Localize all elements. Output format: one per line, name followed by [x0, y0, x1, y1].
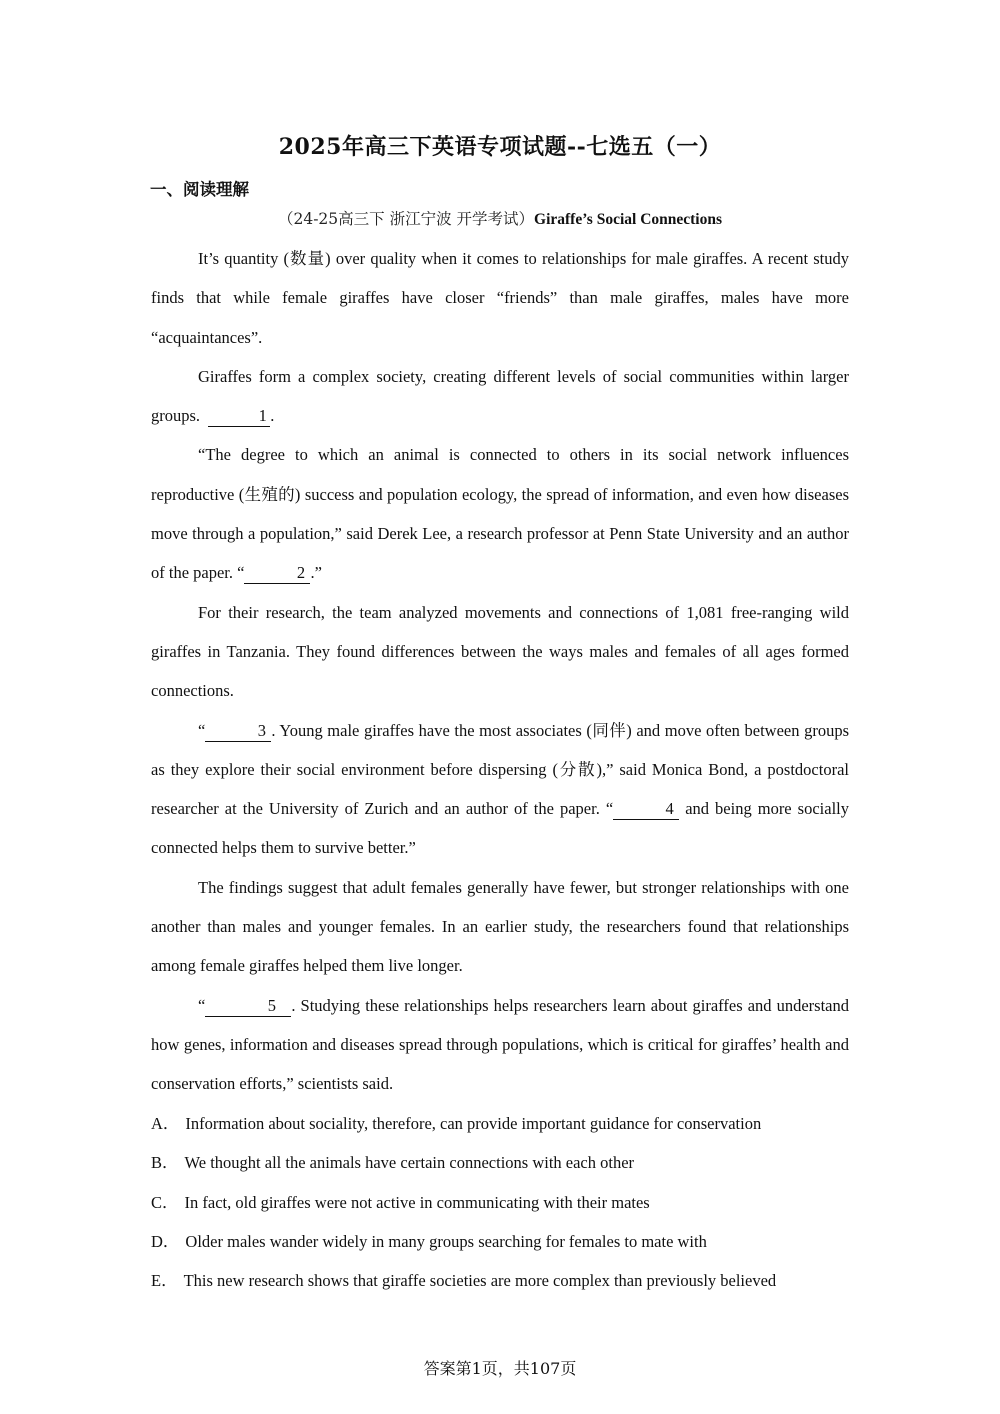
article-title: Giraffe’s Social Connections [534, 211, 723, 228]
option-b [151, 1143, 871, 1182]
paragraph-7 [151, 986, 849, 1104]
option-c [151, 1183, 871, 1222]
blank-4: 4 [613, 799, 679, 820]
option-text: Information about sociality, therefore, can provide important guidance for conservation [185, 1114, 762, 1133]
option-letter: D． [151, 1231, 180, 1251]
section-heading: 一、阅读理解 [150, 180, 249, 199]
option-text: In fact, old giraffes were not active in communicating with their mates [184, 1192, 650, 1212]
option-letter: C． [151, 1192, 179, 1212]
option-text: This new research shows that giraffe societies are more complex than previously believed [183, 1271, 777, 1291]
article-body [151, 239, 849, 1104]
paragraph-2-text: Giraffes form a complex society, creating different levels of social communities within larger groups. [151, 366, 849, 426]
paragraph-5-end: and being more socially connected helps them to survive better.” [151, 799, 849, 858]
paragraph-3-end: .” [310, 563, 322, 583]
paragraph-2 [151, 357, 849, 436]
option-d [151, 1222, 871, 1261]
paragraph-3-text: “The degree to which an animal is connected to others in its social network influences reproductive (生殖的) success and population ecology, the spread of information, and even how diseases move through a population,” said Derek Lee, a research professor at Penn State University and an author of the paper. “ [151, 445, 849, 583]
blank-1: 1 [208, 406, 270, 427]
option-letter: E． [151, 1271, 178, 1291]
source-origin: （24-25高三下 浙江宁波 开学考试） [277, 210, 535, 228]
answer-options [151, 1104, 871, 1300]
option-text: We thought all the animals have certain connections with each other [184, 1153, 635, 1173]
option-a [151, 1104, 871, 1143]
paragraph-7-open: “ [198, 995, 206, 1015]
blank-2: 2 [244, 563, 310, 584]
paragraph-4: For their research, the team analyzed movements and connections of 1,081 free-ranging wild giraffes in Tanzania. They found differences between the ways males and females of all ages formed connections. [151, 602, 849, 701]
option-e [151, 1261, 871, 1300]
paragraph-1: It’s quantity (数量) over quality when it comes to relationships for male giraffes. A recent study finds that while female giraffes have closer “friends” than male giraffes, males have more “acquaintances”. [151, 249, 849, 347]
paragraph-5-open: “ [198, 720, 206, 740]
paragraph-5-text: . Young male giraffes have the most associates (同伴) and move often between groups as they explore their social environment before dispersing (分散),” said Monica Bond, a postdoctoral researcher at the University of Zurich and an author of the paper. “ [151, 720, 849, 819]
option-letter: B． [151, 1153, 179, 1173]
paragraph-2-end: . [270, 406, 275, 426]
option-text: Older males wander widely in many groups searching for females to mate with [185, 1231, 707, 1251]
page-footer: 答案第1页，共107页 [423, 1359, 577, 1378]
paragraph-5 [151, 711, 849, 868]
page-title: 2025年高三下英语专项试题--七选五（一） [278, 134, 722, 160]
paragraph-3 [151, 435, 849, 592]
blank-5: 5 [205, 996, 291, 1017]
paragraph-6: The findings suggest that adult females generally have fewer, but stronger relationships with one another than males and younger females. In an earlier study, the researchers found that relationships among female giraffes helped them live longer. [151, 877, 849, 976]
option-letter: A． [151, 1114, 180, 1133]
paragraph-7-text: . Studying these relationships helps researchers learn about giraffes and understand how genes, information and diseases spread through populations, which is critical for giraffes’ health and conservation efforts,” scientists said. [151, 995, 849, 1094]
blank-3: 3 [205, 721, 271, 742]
source-line [0, 207, 1000, 229]
